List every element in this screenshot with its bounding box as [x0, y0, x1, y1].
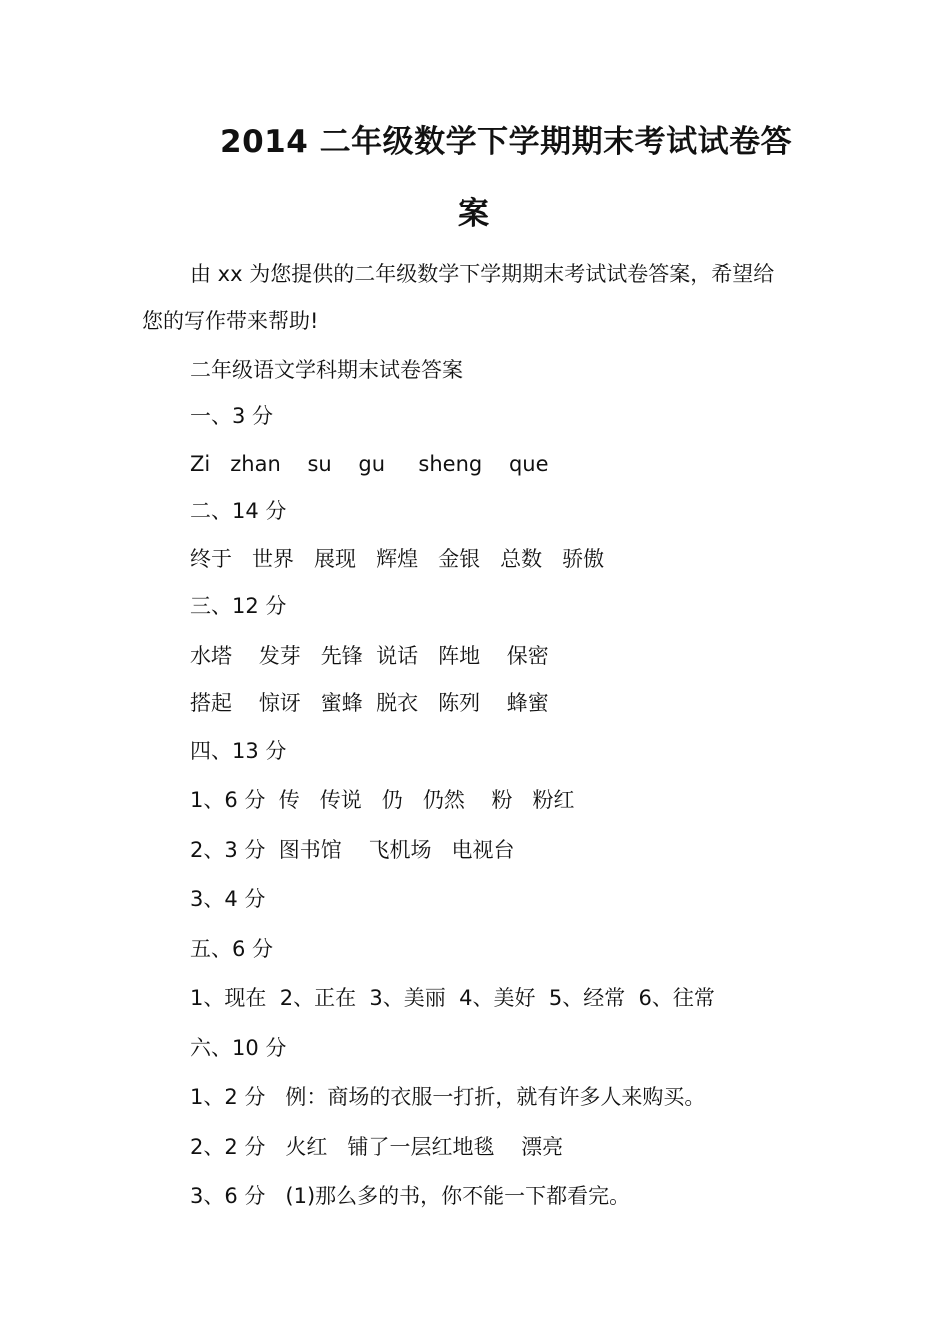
answer-line: 2、2 分 火红 铺了一层红地毯 漂亮 [190, 1135, 564, 1159]
answer-line: 2、3 分 图书馆 飞机场 电视台 [190, 838, 515, 862]
answer-line: Zi zhan su gu sheng que [190, 452, 549, 476]
intro-paragraph-line-1: 由 xx 为您提供的二年级数学下学期期末考试试卷答案，希望给 [190, 262, 775, 286]
answer-line: 1、2 分 例：商场的衣服一打折，就有许多人来购买。 [190, 1085, 706, 1109]
answer-line: 水塔 发芽 先锋 说话 阵地 保密 [190, 644, 549, 668]
answer-line: 五、6 分 [190, 937, 274, 961]
intro-paragraph-line-2: 您的写作带来帮助! [142, 309, 319, 333]
answer-line: 一、3 分 [190, 404, 274, 428]
answer-line: 1、现在 2、正在 3、美丽 4、美好 5、经常 6、往常 [190, 986, 715, 1010]
answer-line: 1、6 分 传 传说 仍 仍然 粉 粉红 [190, 788, 575, 812]
answer-line: 二、14 分 [190, 499, 287, 523]
answer-line: 搭起 惊讶 蜜蜂 脱衣 陈列 蜂蜜 [190, 691, 549, 715]
answer-line: 六、10 分 [190, 1036, 287, 1060]
answer-line: 终于 世界 展现 辉煌 金银 总数 骄傲 [190, 547, 605, 571]
section-heading: 二年级语文学科期末试卷答案 [190, 358, 463, 382]
answer-line: 3、6 分 (1)那么多的书，你不能一下都看完。 [190, 1184, 631, 1208]
document-title-line-1: 2014 二年级数学下学期期末考试试卷答 [220, 124, 793, 160]
answer-line: 3、4 分 [190, 887, 266, 911]
answer-line: 四、13 分 [190, 739, 287, 763]
answer-line: 三、12 分 [190, 594, 287, 618]
document-title-line-2: 案 [458, 196, 490, 232]
